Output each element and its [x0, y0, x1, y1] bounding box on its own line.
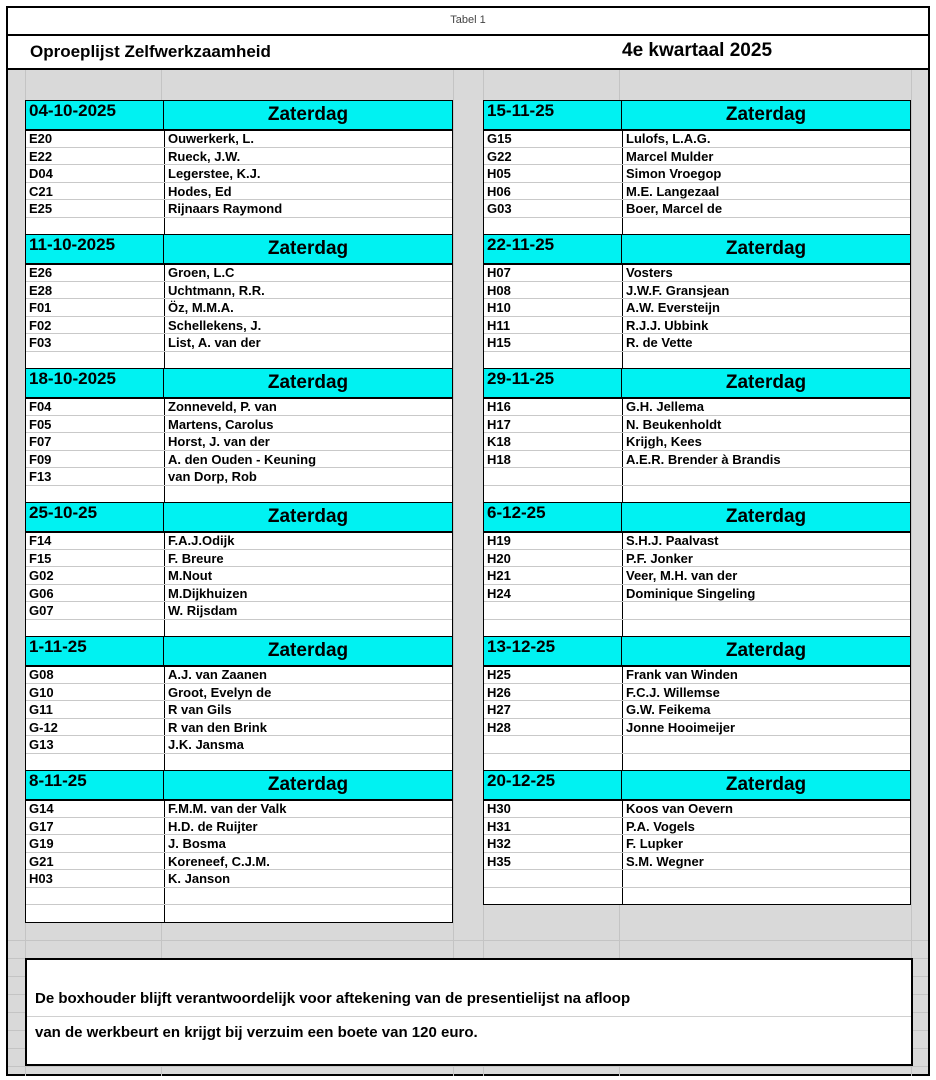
table-row — [484, 853, 910, 871]
block-rows — [25, 264, 453, 369]
box-code-cell[interactable]: H11 — [484, 317, 623, 334]
table-row — [484, 620, 910, 638]
block-day[interactable]: Zaterdag — [622, 636, 911, 667]
sheet-tab-label[interactable]: Tabel 1 — [8, 8, 928, 36]
block-rows — [25, 398, 453, 503]
block-date[interactable]: 25-10-25 — [25, 502, 164, 533]
table-row — [484, 334, 910, 352]
box-code-cell[interactable]: G06 — [26, 585, 165, 602]
schedule-block — [25, 636, 453, 770]
box-code-cell[interactable]: G07 — [26, 602, 165, 619]
table-row — [26, 870, 452, 888]
box-code-cell[interactable]: F01 — [26, 299, 165, 316]
box-code-cell[interactable]: F02 — [26, 317, 165, 334]
schedule-block — [25, 234, 453, 368]
box-code-cell[interactable]: H20 — [484, 550, 623, 567]
member-name-cell[interactable]: Frank van Winden — [626, 667, 738, 682]
box-code-cell[interactable]: F05 — [26, 416, 165, 433]
member-name-cell[interactable]: P.A. Vogels — [626, 818, 695, 834]
member-name-cell[interactable]: Groen, L.C — [168, 265, 235, 280]
box-code-cell[interactable] — [26, 905, 165, 922]
box-code-cell[interactable]: E26 — [26, 264, 165, 281]
member-name-cell[interactable] — [165, 620, 452, 637]
table-row — [26, 905, 452, 923]
box-code-cell[interactable]: F03 — [26, 334, 165, 351]
block-day[interactable]: Zaterdag — [164, 234, 453, 265]
table-row — [484, 602, 910, 620]
table-row — [484, 317, 910, 335]
table-row — [484, 701, 910, 719]
member-name-cell[interactable]: A.J. van Zaanen — [168, 667, 267, 682]
table-row — [484, 352, 910, 370]
footer-text-line1: De boxhouder blijft verantwoordelijk voor aftekening van de presentielijst na afloop — [35, 990, 631, 1007]
member-name-cell[interactable]: Uchtmann, R.R. — [168, 282, 265, 298]
block-day[interactable]: Zaterdag — [622, 770, 911, 801]
schedule-block — [483, 502, 911, 636]
table-row — [26, 130, 452, 148]
table-row — [484, 532, 910, 550]
member-name-cell[interactable]: Martens, Carolus — [168, 416, 274, 432]
table-row — [484, 754, 910, 772]
table-row — [26, 532, 452, 550]
member-name-cell[interactable] — [623, 736, 910, 753]
box-code-cell[interactable]: G10 — [26, 684, 165, 701]
box-code-cell[interactable] — [484, 736, 623, 753]
member-name-cell[interactable]: Legerstee, K.J. — [168, 166, 261, 181]
box-code-cell[interactable]: K18 — [484, 433, 623, 450]
table-row — [26, 218, 452, 236]
member-name-cell[interactable]: G.H. Jellema — [626, 399, 705, 414]
box-code-cell[interactable] — [484, 870, 623, 887]
schedule-block — [25, 502, 453, 636]
block-day[interactable]: Zaterdag — [164, 636, 453, 667]
table-row — [26, 486, 452, 504]
table-row — [484, 888, 910, 906]
table-row — [484, 800, 910, 818]
member-name-cell[interactable]: R van den Brink — [168, 719, 267, 735]
block-day[interactable]: Zaterdag — [622, 234, 911, 265]
box-code-cell[interactable] — [484, 486, 623, 503]
box-code-cell[interactable]: G17 — [26, 818, 165, 835]
member-name-cell[interactable]: Schellekens, J. — [168, 317, 262, 333]
block-header — [25, 636, 453, 666]
table-row — [26, 264, 452, 282]
gridline-vertical — [453, 70, 454, 1076]
box-code-cell[interactable] — [26, 754, 165, 771]
member-name-cell[interactable] — [623, 218, 910, 235]
box-code-cell[interactable]: G14 — [26, 800, 165, 817]
box-code-cell[interactable]: H06 — [484, 183, 623, 200]
member-name-cell[interactable]: Zonneveld, P. van — [168, 399, 277, 414]
box-code-cell[interactable]: F04 — [26, 398, 165, 415]
member-name-cell[interactable]: W. Rijsdam — [168, 603, 238, 618]
box-code-cell[interactable] — [484, 602, 623, 619]
box-code-cell[interactable] — [484, 468, 623, 485]
member-name-cell[interactable]: F.C.J. Willemse — [626, 684, 720, 700]
member-name-cell[interactable]: F.A.J.Odijk — [168, 533, 235, 548]
member-name-cell[interactable] — [623, 888, 910, 905]
table-row — [484, 486, 910, 504]
table-row — [26, 602, 452, 620]
member-name-cell[interactable]: Hodes, Ed — [168, 183, 232, 199]
table-row — [484, 148, 910, 166]
box-code-cell[interactable]: H32 — [484, 835, 623, 852]
table-row — [26, 317, 452, 335]
member-name-cell[interactable] — [165, 754, 452, 771]
box-code-cell[interactable]: G19 — [26, 835, 165, 852]
box-code-cell[interactable]: G08 — [26, 666, 165, 683]
member-name-cell[interactable]: Marcel Mulder — [626, 148, 714, 164]
member-name-cell[interactable]: F. Breure — [168, 550, 224, 566]
table-row — [26, 398, 452, 416]
table-row — [484, 818, 910, 836]
box-code-cell[interactable]: H25 — [484, 666, 623, 683]
table-row — [484, 398, 910, 416]
table-row — [484, 451, 910, 469]
box-code-cell[interactable]: G15 — [484, 130, 623, 147]
box-code-cell[interactable] — [26, 218, 165, 235]
block-date[interactable]: 6-12-25 — [483, 502, 622, 533]
box-code-cell[interactable]: F14 — [26, 532, 165, 549]
member-name-cell[interactable]: Koos van Oevern — [626, 801, 733, 816]
member-name-cell[interactable]: R.J.J. Ubbink — [626, 317, 709, 333]
block-rows — [483, 264, 911, 369]
box-code-cell[interactable] — [26, 888, 165, 905]
member-name-cell[interactable]: P.F. Jonker — [626, 550, 693, 566]
member-name-cell[interactable] — [623, 620, 910, 637]
table-row — [26, 701, 452, 719]
box-code-cell[interactable]: F13 — [26, 468, 165, 485]
table-row — [484, 200, 910, 218]
member-name-cell[interactable]: Koreneef, C.J.M. — [168, 853, 270, 869]
box-code-cell[interactable]: E25 — [26, 200, 165, 217]
box-code-cell[interactable]: F09 — [26, 451, 165, 468]
box-code-cell[interactable] — [26, 620, 165, 637]
member-name-cell[interactable]: J.K. Jansma — [168, 737, 244, 752]
member-name-cell[interactable] — [165, 352, 452, 369]
schedule-block — [483, 770, 911, 904]
member-name-cell[interactable] — [165, 888, 452, 905]
block-date[interactable]: 8-11-25 — [25, 770, 164, 801]
schedule-block — [483, 368, 911, 502]
box-code-cell[interactable]: C21 — [26, 183, 165, 200]
table-row — [26, 299, 452, 317]
member-name-cell[interactable]: van Dorp, Rob — [168, 469, 257, 484]
gridline-horizontal — [8, 1066, 928, 1067]
quarter-label: 4e kwartaal 2025 — [622, 40, 773, 61]
block-header — [483, 636, 911, 666]
schedule-block — [25, 368, 453, 502]
member-name-cell[interactable]: Veer, M.H. van der — [626, 568, 738, 583]
table-row — [484, 870, 910, 888]
block-day[interactable]: Zaterdag — [622, 368, 911, 399]
member-name-cell[interactable]: Rijnaars Raymond — [168, 201, 283, 216]
box-code-cell[interactable]: H21 — [484, 567, 623, 584]
member-name-cell[interactable] — [623, 468, 910, 485]
box-code-cell[interactable]: E20 — [26, 130, 165, 147]
member-name-cell[interactable]: M.Nout — [168, 568, 213, 583]
member-name-cell[interactable]: R van Gils — [168, 702, 232, 717]
member-name-cell[interactable]: A.E.R. Brender à Brandis — [626, 451, 781, 467]
table-row — [484, 299, 910, 317]
box-code-cell[interactable]: H35 — [484, 853, 623, 870]
box-code-cell[interactable]: G03 — [484, 200, 623, 217]
box-code-cell[interactable]: E28 — [26, 282, 165, 299]
member-name-cell[interactable] — [165, 486, 452, 503]
member-name-cell[interactable]: H.D. de Ruijter — [168, 818, 258, 834]
block-rows — [483, 130, 911, 235]
member-name-cell[interactable]: F. Lupker — [626, 836, 684, 851]
table-row — [484, 468, 910, 486]
block-header — [483, 234, 911, 264]
box-code-cell[interactable] — [484, 620, 623, 637]
member-name-cell[interactable]: R. de Vette — [626, 335, 693, 350]
table-row — [484, 165, 910, 183]
schedule-block — [25, 770, 453, 904]
table-row — [484, 264, 910, 282]
member-name-cell[interactable]: J.W.F. Gransjean — [626, 282, 730, 298]
table-row — [484, 183, 910, 201]
table-row — [26, 451, 452, 469]
block-rows — [25, 666, 453, 771]
table-row — [26, 666, 452, 684]
member-name-cell[interactable]: Lulofs, L.A.G. — [626, 131, 711, 146]
member-name-cell[interactable]: A.W. Eversteijn — [626, 300, 720, 315]
gridline-vertical — [911, 70, 912, 1076]
table-row — [484, 835, 910, 853]
member-name-cell[interactable]: Groot, Evelyn de — [168, 684, 272, 700]
block-date[interactable]: 11-10-2025 — [25, 234, 164, 265]
member-name-cell[interactable]: Öz, M.M.A. — [168, 300, 234, 315]
table-row — [26, 334, 452, 352]
footer-text-line2: van de werkbeurt en krijgt bij verzuim een boete van 120 euro. — [35, 1024, 478, 1041]
block-header — [483, 100, 911, 130]
block-day[interactable]: Zaterdag — [164, 100, 453, 131]
member-name-cell[interactable]: Ouwerkerk, L. — [168, 131, 254, 146]
block-date[interactable]: 29-11-25 — [483, 368, 622, 399]
member-name-cell[interactable]: N. Beukenholdt — [626, 416, 722, 432]
table-row — [26, 818, 452, 836]
block-rows — [25, 130, 453, 235]
block-header — [25, 502, 453, 532]
box-code-cell[interactable]: H16 — [484, 398, 623, 415]
schedule-block — [483, 234, 911, 368]
box-code-cell[interactable] — [484, 218, 623, 235]
table-row — [26, 468, 452, 486]
table-row — [26, 352, 452, 370]
box-code-cell[interactable]: G13 — [26, 736, 165, 753]
member-name-cell[interactable]: K. Janson — [168, 871, 231, 886]
table-row — [26, 165, 452, 183]
table-row — [484, 282, 910, 300]
block-date[interactable]: 13-12-25 — [483, 636, 622, 667]
member-name-cell[interactable]: Krijgh, Kees — [626, 434, 702, 449]
box-code-cell[interactable]: H26 — [484, 684, 623, 701]
box-code-cell[interactable]: F07 — [26, 433, 165, 450]
box-code-cell[interactable] — [26, 486, 165, 503]
table-row — [26, 550, 452, 568]
member-name-cell[interactable]: M.E. Langezaal — [626, 183, 720, 199]
table-row — [26, 800, 452, 818]
member-name-cell[interactable]: Simon Vroegop — [626, 166, 722, 181]
title-bar — [8, 36, 928, 70]
member-name-cell[interactable]: M.Dijkhuizen — [168, 585, 248, 601]
box-code-cell[interactable]: G11 — [26, 701, 165, 718]
block-day[interactable]: Zaterdag — [164, 502, 453, 533]
block-date[interactable]: 22-11-25 — [483, 234, 622, 265]
table-row — [484, 684, 910, 702]
block-rows — [483, 532, 911, 637]
table-row — [484, 666, 910, 684]
box-code-cell[interactable]: G02 — [26, 567, 165, 584]
table-row — [484, 130, 910, 148]
table-row — [26, 282, 452, 300]
member-name-cell[interactable]: S.H.J. Paalvast — [626, 533, 719, 548]
member-name-cell[interactable]: Horst, J. van der — [168, 434, 270, 449]
box-code-cell[interactable]: H19 — [484, 532, 623, 549]
member-name-cell[interactable]: List, A. van der — [168, 335, 261, 350]
table-row — [26, 620, 452, 638]
block-date[interactable]: 18-10-2025 — [25, 368, 164, 399]
table-row — [26, 754, 452, 772]
block-rows — [483, 398, 911, 503]
member-name-cell[interactable] — [623, 602, 910, 619]
table-row — [484, 218, 910, 236]
member-name-cell[interactable]: F.M.M. van der Valk — [168, 801, 287, 816]
box-code-cell[interactable]: H10 — [484, 299, 623, 316]
box-code-cell[interactable]: H27 — [484, 701, 623, 718]
block-day[interactable]: Zaterdag — [164, 770, 453, 801]
spreadsheet-sheet — [6, 6, 930, 1076]
box-code-cell[interactable]: H07 — [484, 264, 623, 281]
box-code-cell[interactable] — [484, 352, 623, 369]
table-row — [484, 416, 910, 434]
member-name-cell[interactable] — [165, 218, 452, 235]
table-row — [26, 567, 452, 585]
box-code-cell[interactable]: G21 — [26, 853, 165, 870]
member-name-cell[interactable]: J. Bosma — [168, 836, 226, 851]
box-code-cell[interactable] — [26, 352, 165, 369]
member-name-cell[interactable]: Jonne Hooimeijer — [626, 719, 736, 735]
table-row — [26, 433, 452, 451]
member-name-cell[interactable]: Vosters — [626, 265, 673, 280]
table-row — [26, 888, 452, 906]
box-code-cell[interactable]: F15 — [26, 550, 165, 567]
block-header — [25, 368, 453, 398]
schedule-block — [483, 636, 911, 770]
box-code-cell[interactable]: H31 — [484, 818, 623, 835]
table-row — [26, 853, 452, 871]
footer-notice — [25, 958, 913, 1066]
table-row — [26, 585, 452, 603]
table-row — [26, 183, 452, 201]
box-code-cell[interactable]: H15 — [484, 334, 623, 351]
member-name-cell[interactable]: Rueck, J.W. — [168, 148, 241, 164]
member-name-cell[interactable] — [623, 870, 910, 887]
block-date[interactable]: 20-12-25 — [483, 770, 622, 801]
member-name-cell[interactable] — [623, 486, 910, 503]
schedule-block — [25, 100, 453, 234]
member-name-cell[interactable]: Dominique Singeling — [626, 585, 756, 601]
member-name-cell[interactable] — [623, 754, 910, 771]
schedule-column-left — [25, 100, 453, 904]
block-day[interactable]: Zaterdag — [622, 100, 911, 131]
block-date[interactable]: 1-11-25 — [25, 636, 164, 667]
box-code-cell[interactable]: H17 — [484, 416, 623, 433]
member-name-cell[interactable] — [623, 352, 910, 369]
table-row — [484, 567, 910, 585]
box-code-cell[interactable]: H24 — [484, 585, 623, 602]
box-code-cell[interactable]: H08 — [484, 282, 623, 299]
table-row — [26, 684, 452, 702]
page-title: Oproeplijst Zelfwerkzaamheid — [30, 42, 271, 61]
table-row — [484, 736, 910, 754]
member-name-cell[interactable]: A. den Ouden - Keuning — [168, 451, 317, 467]
block-day[interactable]: Zaterdag — [622, 502, 911, 533]
box-code-cell[interactable]: H18 — [484, 451, 623, 468]
block-header — [25, 770, 453, 800]
box-code-cell[interactable]: E22 — [26, 148, 165, 165]
table-row — [484, 550, 910, 568]
footer-divider — [27, 1016, 911, 1017]
block-header — [25, 100, 453, 130]
box-code-cell[interactable]: G-12 — [26, 719, 165, 736]
table-row — [26, 719, 452, 737]
block-header — [483, 368, 911, 398]
box-code-cell[interactable]: H03 — [26, 870, 165, 887]
box-code-cell[interactable] — [484, 888, 623, 905]
box-code-cell[interactable]: H30 — [484, 800, 623, 817]
schedule-block — [483, 100, 911, 234]
box-code-cell[interactable] — [484, 754, 623, 771]
box-code-cell[interactable]: D04 — [26, 165, 165, 182]
block-date[interactable]: 04-10-2025 — [25, 100, 164, 131]
table-row — [26, 736, 452, 754]
table-row — [26, 148, 452, 166]
table-row — [26, 416, 452, 434]
table-row — [26, 835, 452, 853]
block-date[interactable]: 15-11-25 — [483, 100, 622, 131]
table-row — [484, 433, 910, 451]
block-rows — [25, 532, 453, 637]
gridline-horizontal — [8, 940, 928, 941]
table-row — [484, 585, 910, 603]
box-code-cell[interactable]: H05 — [484, 165, 623, 182]
box-code-cell[interactable]: H28 — [484, 719, 623, 736]
member-name-cell[interactable]: Boer, Marcel de — [626, 201, 723, 216]
box-code-cell[interactable]: G22 — [484, 148, 623, 165]
member-name-cell[interactable]: G.W. Feikema — [626, 702, 711, 717]
block-rows — [483, 800, 911, 905]
table-row — [484, 719, 910, 737]
block-rows — [25, 800, 453, 923]
table-row — [26, 200, 452, 218]
block-header — [483, 770, 911, 800]
schedule-column-right — [483, 100, 911, 904]
block-header — [483, 502, 911, 532]
block-header — [25, 234, 453, 264]
block-day[interactable]: Zaterdag — [164, 368, 453, 399]
member-name-cell[interactable] — [165, 905, 452, 922]
member-name-cell[interactable]: S.M. Wegner — [626, 853, 704, 869]
block-rows — [483, 666, 911, 771]
